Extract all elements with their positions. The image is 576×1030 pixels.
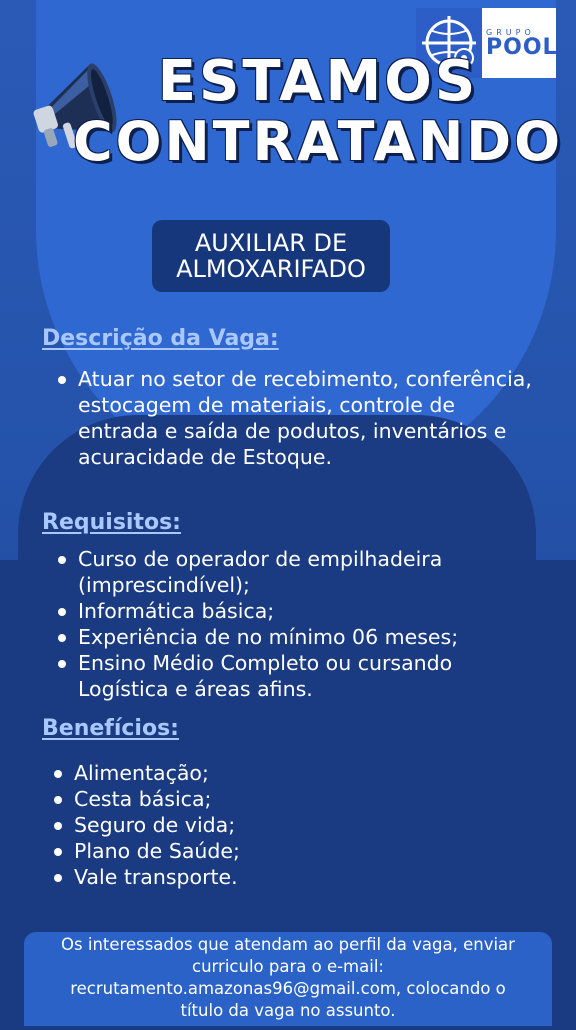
footer-line-1: Os interessados que atendam ao perfil da vaga, enviar (61, 935, 515, 954)
headline-line-2: CONTRATANDO (72, 110, 564, 173)
footer-line-4: título da vaga no assunto. (180, 1001, 396, 1020)
list-item: Vale transporte. (48, 864, 468, 890)
list-item: Curso de operador de empilhadeira (imprescindível); (52, 546, 532, 598)
logo-pool-text: POOL (486, 34, 558, 60)
logo-grupo-text: GRUPO (486, 27, 535, 37)
list-item: Plano de Saúde; (48, 838, 468, 864)
job-title-line-1: AUXILIAR DE (194, 229, 348, 257)
section-title-descricao: Descrição da Vaga: (42, 326, 279, 351)
list-item: Experiência de no mínimo 06 meses; (52, 624, 532, 650)
requisitos-list (52, 546, 532, 702)
headline (0, 49, 576, 173)
job-title-line-2: ALMOXARIFADO (176, 255, 366, 283)
headline-line-1: ESTAMOS (157, 49, 479, 114)
list-item: Seguro de vida; (48, 812, 468, 838)
list-item: Atuar no setor de recebimento, conferência, estocagem de materiais, controle de entrada e saída de podutos, inventários e acuracidade de Estoque. (52, 366, 532, 470)
list-item: Cesta básica; (48, 786, 468, 812)
list-item: Ensino Médio Completo ou cursando Logística e áreas afins. (52, 650, 532, 702)
footer-email-line[interactable]: recrutamento.amazonas96@gmail.com, colocando o (70, 979, 506, 998)
section-title-beneficios: Benefícios: (42, 716, 179, 741)
footer-contact-box (24, 932, 552, 1026)
descricao-list (52, 366, 532, 470)
section-title-requisitos: Requisitos: (42, 510, 181, 535)
footer-line-2: curriculo para o e-mail: (192, 957, 384, 976)
list-item: Informática básica; (52, 598, 532, 624)
job-title-box (152, 220, 390, 292)
beneficios-list (48, 760, 468, 890)
list-item: Alimentação; (48, 760, 468, 786)
